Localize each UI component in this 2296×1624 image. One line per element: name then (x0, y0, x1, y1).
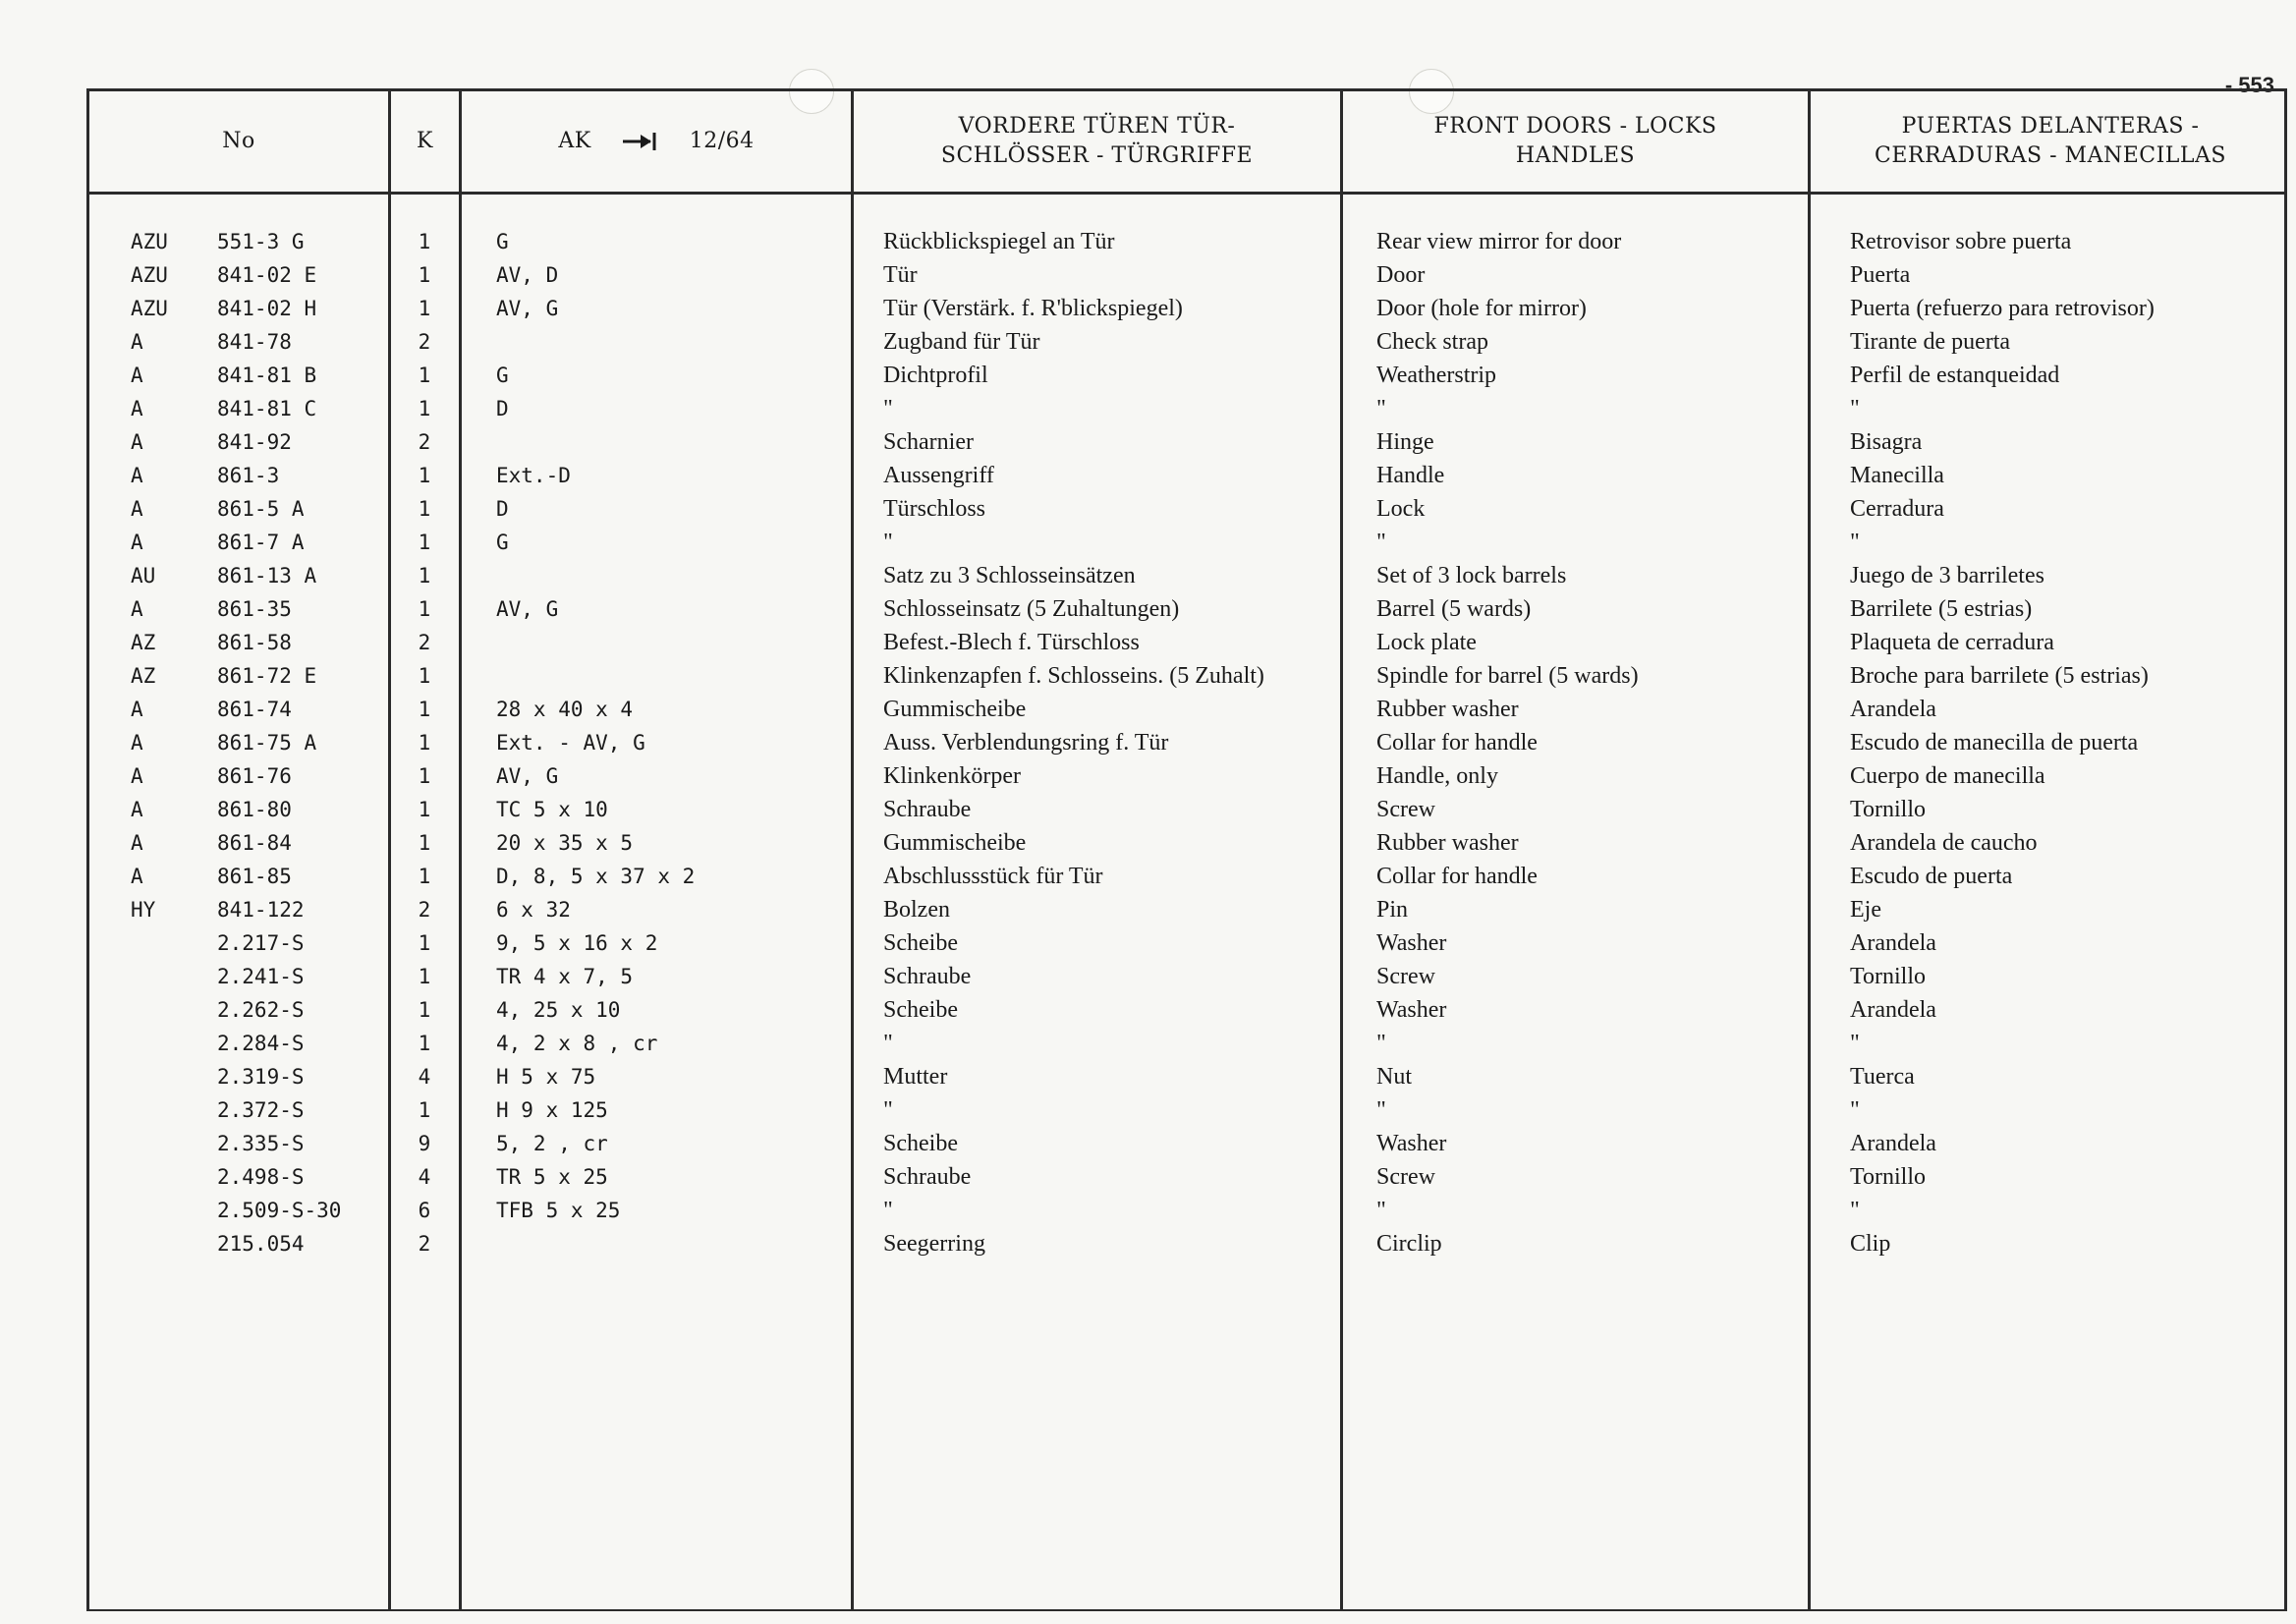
part-number-cell (131, 860, 386, 893)
header-german-line: SCHLÖSSER - TÜRGRIFFE (940, 143, 1254, 168)
part-number: 861-72 E (217, 664, 317, 688)
spanish-description: Cuerpo de manecilla (1850, 763, 2045, 789)
column-english (1376, 225, 1805, 1260)
ak-spec-cell: G (496, 531, 509, 554)
part-number: 841-92 (217, 430, 292, 454)
spanish-description: Barrilete (5 estrias) (1850, 596, 2033, 622)
spanish-description: Plaqueta de cerradura (1850, 630, 2054, 655)
column-divider (388, 91, 391, 1609)
part-prefix: A (131, 464, 143, 487)
quantity-cell: 1 (418, 764, 431, 788)
german-description: Schlosseinsatz (5 Zuhaltungen) (883, 596, 1180, 622)
german-description: Gummischeibe (883, 830, 1027, 856)
part-number-cell (131, 659, 386, 693)
part-number-cell (131, 793, 386, 826)
part-number: 861-5 A (217, 497, 305, 521)
part-number-cell (131, 926, 386, 960)
header-english (1343, 91, 1808, 192)
quantity-cell: 2 (418, 1232, 431, 1256)
quantity-cell: 6 (418, 1199, 431, 1222)
part-number-cell (131, 1227, 386, 1260)
column-divider (459, 91, 462, 1609)
part-prefix: AZ (131, 631, 156, 654)
part-number-cell (131, 1027, 386, 1060)
german-description: Tür (Verstärk. f. R'blickspiegel) (883, 296, 1183, 321)
english-description: Washer (1376, 1131, 1447, 1156)
quantity-cell: 2 (418, 330, 431, 354)
part-number-cell (131, 960, 386, 993)
spanish-description: Escudo de manecilla de puerta (1850, 730, 2139, 756)
part-number-cell (131, 392, 386, 425)
part-prefix: A (131, 330, 143, 354)
english-description: Pin (1376, 897, 1409, 923)
part-number-cell (131, 1160, 386, 1194)
part-prefix: A (131, 397, 143, 420)
part-number-cell (131, 1194, 386, 1227)
part-number: 861-7 A (217, 531, 305, 554)
part-number: 861-74 (217, 698, 292, 721)
german-description: Befest.-Blech f. Türschloss (883, 630, 1140, 655)
part-number-cell (131, 693, 386, 726)
quantity-cell: 1 (418, 731, 431, 755)
english-description: Spindle for barrel (5 wards) (1376, 663, 1639, 689)
header-k-label: K (417, 129, 433, 153)
english-description: Circlip (1376, 1231, 1442, 1257)
part-prefix: AZU (131, 263, 168, 287)
part-number: 861-35 (217, 597, 292, 621)
header-no-label: No (222, 129, 255, 153)
part-prefix: AZ (131, 664, 156, 688)
header-spanish-line: PUERTAS DELANTERAS - (1901, 114, 2200, 139)
spanish-description: Arandela de caucho (1850, 830, 2038, 856)
english-description: Handle (1376, 463, 1445, 488)
ak-spec-cell: Ext.-D (496, 464, 571, 487)
quantity-cell: 1 (418, 965, 431, 988)
part-number-cell (131, 626, 386, 659)
ak-spec-cell (496, 626, 845, 659)
quantity-cell: 9 (418, 1132, 431, 1155)
part-number: 861-13 A (217, 564, 317, 588)
english-description: " (1376, 1097, 1386, 1123)
spanish-description: " (1850, 530, 1860, 555)
german-description: Klinkenzapfen f. Schlosseins. (5 Zuhalt) (883, 663, 1264, 689)
part-number: 841-78 (217, 330, 292, 354)
column-divider (1808, 91, 1811, 1609)
header-ak-label: AK (558, 129, 591, 153)
spanish-description: " (1850, 1097, 1860, 1123)
part-number: 2.217-S (217, 931, 305, 955)
part-prefix: A (131, 531, 143, 554)
quantity-cell: 1 (418, 564, 431, 588)
part-number: 861-84 (217, 831, 292, 855)
ak-spec-cell: 4, 2 x 8 , cr (496, 1032, 658, 1055)
quantity-cell: 1 (418, 531, 431, 554)
part-prefix: AZU (131, 230, 168, 253)
quantity-cell: 1 (418, 1098, 431, 1122)
part-number-cell (131, 559, 386, 592)
english-description: Rubber washer (1376, 830, 1519, 856)
part-number: 2.509-S-30 (217, 1199, 342, 1222)
column-quantities (400, 225, 449, 1260)
ak-spec-cell: G (496, 364, 509, 387)
ak-spec-cell: D (496, 497, 509, 521)
english-description: " (1376, 1031, 1386, 1056)
column-divider (851, 91, 854, 1609)
german-description: " (883, 1097, 893, 1123)
header-german-line: VORDERE TÜREN TÜR- (958, 114, 1236, 139)
german-description: Dichtprofil (883, 363, 988, 388)
part-number-cell (131, 1093, 386, 1127)
german-description: Gummischeibe (883, 697, 1027, 722)
german-description: Satz zu 3 Schlosseinsätzen (883, 563, 1136, 588)
quantity-cell: 2 (418, 631, 431, 654)
spanish-description: Broche para barrilete (5 estrias) (1850, 663, 2149, 689)
column-divider (1340, 91, 1343, 1609)
german-description: Scheibe (883, 930, 958, 956)
german-description: Schraube (883, 797, 972, 822)
part-number-cell (131, 526, 386, 559)
quantity-cell: 1 (418, 798, 431, 821)
part-prefix: A (131, 731, 143, 755)
spanish-description: Puerta (refuerzo para retrovisor) (1850, 296, 2155, 321)
spanish-description: Juego de 3 barriletes (1850, 563, 2044, 588)
english-description: Washer (1376, 930, 1447, 956)
german-description: Seegerring (883, 1231, 985, 1257)
part-number: 861-3 (217, 464, 280, 487)
spanish-description: Arandela (1850, 1131, 1936, 1156)
header-english-line: FRONT DOORS - LOCKS (1433, 114, 1717, 139)
german-description: Mutter (883, 1064, 948, 1090)
page-number: - 553 (2224, 73, 2274, 97)
quantity-cell: 4 (418, 1065, 431, 1089)
english-description: Nut (1376, 1064, 1412, 1090)
part-number: 2.372-S (217, 1098, 305, 1122)
german-description: Zugband für Tür (883, 329, 1040, 355)
english-description: " (1376, 396, 1386, 421)
german-description: Scheibe (883, 1131, 958, 1156)
ak-spec-cell: D (496, 397, 509, 420)
spanish-description: Arandela (1850, 930, 1936, 956)
quantity-cell: 1 (418, 998, 431, 1022)
part-number-cell (131, 292, 386, 325)
header-no (89, 91, 388, 192)
ak-spec-cell: 28 x 40 x 4 (496, 698, 634, 721)
ak-spec-cell: 9, 5 x 16 x 2 (496, 931, 658, 955)
part-number: 2.284-S (217, 1032, 305, 1055)
german-description: Klinkenkörper (883, 763, 1021, 789)
quantity-cell: 1 (418, 1032, 431, 1055)
english-description: Barrel (5 wards) (1376, 596, 1532, 622)
spanish-description: Arandela (1850, 997, 1936, 1023)
german-description: " (883, 396, 893, 421)
english-description: Screw (1376, 1164, 1435, 1190)
part-prefix: A (131, 497, 143, 521)
part-prefix: A (131, 597, 143, 621)
spanish-description: Tornillo (1850, 1164, 1926, 1190)
german-description: " (883, 1198, 893, 1223)
quantity-cell: 1 (418, 597, 431, 621)
part-number-cell (131, 425, 386, 459)
part-number-cell (131, 826, 386, 860)
part-number-cell (131, 993, 386, 1027)
spanish-description: Escudo de puerta (1850, 864, 2013, 889)
spanish-description: Manecilla (1850, 463, 1944, 488)
header-ak-date: 12/64 (689, 129, 755, 153)
quantity-cell: 1 (418, 364, 431, 387)
column-german (883, 225, 1335, 1260)
english-description: Screw (1376, 964, 1435, 989)
quantity-cell: 1 (418, 263, 431, 287)
part-number: 841-81 B (217, 364, 317, 387)
quantity-cell: 1 (418, 464, 431, 487)
spanish-description: Puerta (1850, 262, 1911, 288)
english-description: Door (hole for mirror) (1376, 296, 1587, 321)
spanish-description: Cerradura (1850, 496, 1944, 522)
spanish-description: Clip (1850, 1231, 1891, 1257)
part-prefix: AU (131, 564, 156, 588)
quantity-cell: 2 (418, 430, 431, 454)
part-number-cell (131, 759, 386, 793)
header-spanish (1811, 91, 2290, 192)
spanish-description: Tirante de puerta (1850, 329, 2011, 355)
english-description: Rubber washer (1376, 697, 1519, 722)
ak-spec-cell: H 5 x 75 (496, 1065, 596, 1089)
column-part-numbers (131, 225, 386, 1260)
ak-spec-cell: TFB 5 x 25 (496, 1199, 621, 1222)
english-description: " (1376, 530, 1386, 555)
part-number: 2.262-S (217, 998, 305, 1022)
quantity-cell: 4 (418, 1165, 431, 1189)
ak-spec-cell: 4, 25 x 10 (496, 998, 621, 1022)
english-description: Handle, only (1376, 763, 1498, 789)
spanish-description: Tuerca (1850, 1064, 1915, 1090)
part-prefix: A (131, 764, 143, 788)
spanish-description: " (1850, 1031, 1860, 1056)
part-number: 861-75 A (217, 731, 317, 755)
english-description: " (1376, 1198, 1386, 1223)
part-number: 861-58 (217, 631, 292, 654)
ak-spec-cell: 6 x 32 (496, 898, 571, 922)
english-description: Set of 3 lock barrels (1376, 563, 1567, 588)
part-number-cell (131, 258, 386, 292)
part-number-cell (131, 1060, 386, 1093)
ak-spec-cell: AV, G (496, 597, 559, 621)
spanish-description: Perfil de estanqueidad (1850, 363, 2060, 388)
english-description: Collar for handle (1376, 864, 1538, 889)
german-description: Türschloss (883, 496, 985, 522)
header-english-line: HANDLES (1515, 143, 1636, 168)
ak-spec-cell: AV, G (496, 764, 559, 788)
german-description: Scheibe (883, 997, 958, 1023)
english-description: Check strap (1376, 329, 1488, 355)
header-ak (462, 91, 851, 192)
part-prefix: A (131, 364, 143, 387)
part-number-cell (131, 492, 386, 526)
english-description: Lock plate (1376, 630, 1477, 655)
part-prefix: A (131, 831, 143, 855)
column-spanish (1850, 225, 2286, 1260)
ak-spec-cell: TR 5 x 25 (496, 1165, 608, 1189)
spanish-description: Retrovisor sobre puerta (1850, 229, 2072, 254)
part-number: 861-76 (217, 764, 292, 788)
part-number: 841-122 (217, 898, 305, 922)
german-description: " (883, 1031, 893, 1056)
german-description: Auss. Verblendungsring f. Tür (883, 730, 1169, 756)
part-number: 841-81 C (217, 397, 317, 420)
german-description: Bolzen (883, 897, 950, 923)
part-number: 2.335-S (217, 1132, 305, 1155)
spanish-description: Tornillo (1850, 964, 1926, 989)
header-divider (89, 192, 2284, 195)
quantity-cell: 1 (418, 931, 431, 955)
part-number: 2.498-S (217, 1165, 305, 1189)
quantity-cell: 1 (418, 865, 431, 888)
part-number-cell (131, 459, 386, 492)
quantity-cell: 1 (418, 297, 431, 320)
ak-spec-cell: D, 8, 5 x 37 x 2 (496, 865, 696, 888)
ak-spec-cell (496, 659, 845, 693)
parts-table (86, 88, 2287, 1611)
part-number: 215.054 (217, 1232, 305, 1256)
ak-spec-cell: TR 4 x 7, 5 (496, 965, 634, 988)
german-description: Rückblickspiegel an Tür (883, 229, 1115, 254)
german-description: Schraube (883, 1164, 972, 1190)
ak-spec-cell: 5, 2 , cr (496, 1132, 608, 1155)
spanish-description: Arandela (1850, 697, 1936, 722)
part-number: 861-80 (217, 798, 292, 821)
arrow-to-bar-icon (621, 131, 660, 152)
part-prefix: A (131, 798, 143, 821)
part-number-cell (131, 893, 386, 926)
ak-spec-cell (496, 325, 845, 359)
english-description: Hinge (1376, 429, 1434, 455)
part-number: 841-02 H (217, 297, 317, 320)
quantity-cell: 1 (418, 230, 431, 253)
quantity-cell: 1 (418, 831, 431, 855)
header-german (854, 91, 1340, 192)
part-prefix: A (131, 430, 143, 454)
german-description: " (883, 530, 893, 555)
ak-spec-cell: 20 x 35 x 5 (496, 831, 634, 855)
spanish-description: Tornillo (1850, 797, 1926, 822)
english-description: Washer (1376, 997, 1447, 1023)
quantity-cell: 1 (418, 497, 431, 521)
spanish-description: Eje (1850, 897, 1881, 923)
ak-spec-cell (496, 1227, 845, 1260)
english-description: Collar for handle (1376, 730, 1538, 756)
part-number-cell (131, 726, 386, 759)
german-description: Tür (883, 262, 918, 288)
ak-spec-cell: AV, D (496, 263, 559, 287)
header-k (391, 91, 459, 192)
part-prefix: AZU (131, 297, 168, 320)
column-ak-specs (496, 225, 845, 1260)
header-spanish-line: CERRADURAS - MANECILLAS (1875, 143, 2226, 168)
ak-spec-cell (496, 425, 845, 459)
quantity-cell: 1 (418, 397, 431, 420)
quantity-cell: 1 (418, 664, 431, 688)
german-description: Abschlussstück für Tür (883, 864, 1103, 889)
ak-spec-cell: G (496, 230, 509, 253)
part-prefix: HY (131, 898, 156, 922)
quantity-cell: 2 (418, 898, 431, 922)
german-description: Aussengriff (883, 463, 994, 488)
english-description: Screw (1376, 797, 1435, 822)
german-description: Scharnier (883, 429, 974, 455)
ak-spec-cell: TC 5 x 10 (496, 798, 608, 821)
part-number: 2.241-S (217, 965, 305, 988)
spanish-description: " (1850, 1198, 1860, 1223)
ak-spec-cell: AV, G (496, 297, 559, 320)
part-number: 2.319-S (217, 1065, 305, 1089)
part-number: 841-02 E (217, 263, 317, 287)
spanish-description: " (1850, 396, 1860, 421)
ak-spec-cell: Ext. - AV, G (496, 731, 645, 755)
german-description: Schraube (883, 964, 972, 989)
part-prefix: A (131, 698, 143, 721)
ak-spec-cell (496, 559, 845, 592)
english-description: Rear view mirror for door (1376, 229, 1622, 254)
part-number: 861-85 (217, 865, 292, 888)
part-number-cell (131, 325, 386, 359)
ak-spec-cell: H 9 x 125 (496, 1098, 608, 1122)
part-number-cell (131, 359, 386, 392)
part-number-cell (131, 592, 386, 626)
english-description: Weatherstrip (1376, 363, 1497, 388)
english-description: Lock (1376, 496, 1426, 522)
spanish-description: Bisagra (1850, 429, 1923, 455)
part-prefix: A (131, 865, 143, 888)
english-description: Door (1376, 262, 1426, 288)
part-number-cell (131, 225, 386, 258)
part-number-cell (131, 1127, 386, 1160)
quantity-cell: 1 (418, 698, 431, 721)
part-number: 551-3 G (217, 230, 305, 253)
